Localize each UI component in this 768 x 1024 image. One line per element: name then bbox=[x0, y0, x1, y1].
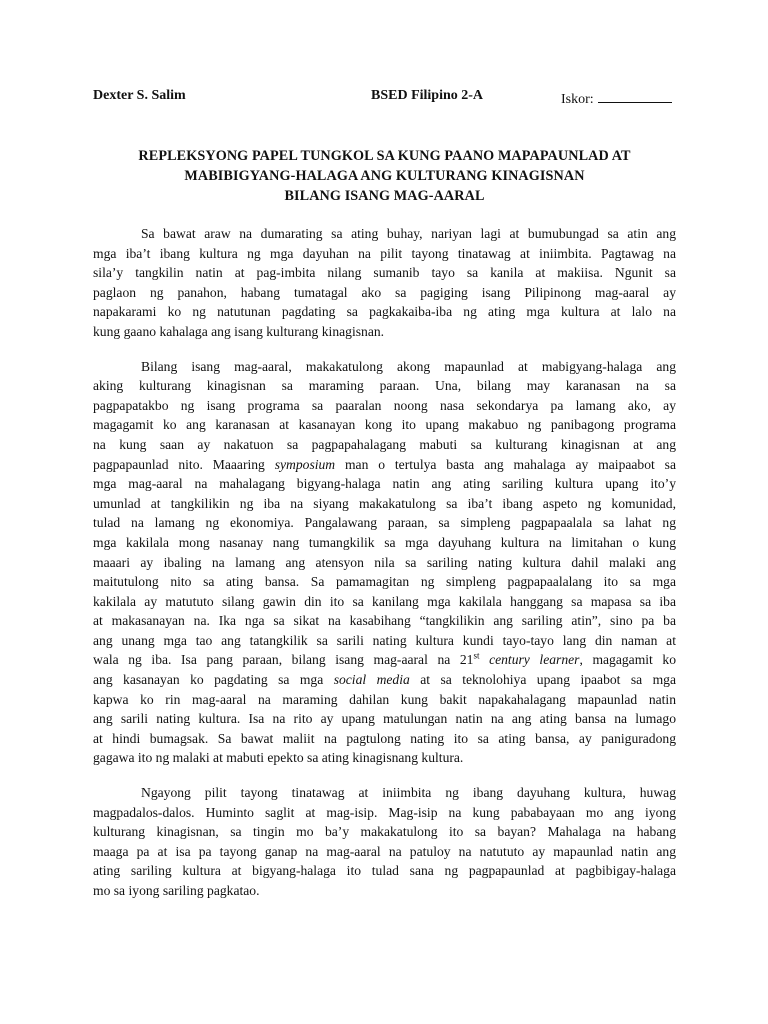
title-line-1: REPLEKSYONG PAPEL TUNGKOL SA KUNG PAANO MAPAPAUNLAD AT bbox=[138, 148, 631, 164]
text-line: kakilala ay matututo silang gawin din ito sa kanilang mga kakilala hanggang sa mapasa sa iba bbox=[93, 593, 676, 609]
text-line: kapwa ko rin mag-aaral na maraming dahilan kung bakit napakahalagang mapaunlad natin bbox=[93, 691, 676, 707]
text-line bbox=[93, 455, 676, 475]
text-line: sila’y tangkilin natin at pag-imbita nilang sumanib tayo sa kanila at makiisa. Ngunit sa bbox=[93, 265, 676, 281]
italic-term-century-learner: century learner bbox=[479, 652, 580, 668]
text-segment: man o tertulya basta ang mahalaga ay maipaabot sa bbox=[335, 456, 676, 472]
text-line: na kung saan ay nakatuon sa pagpapahalagang mabuti sa kulturang kinagisnan at ang bbox=[93, 436, 676, 452]
text-line: umunlad at tangkilikin ng iba na siyang makakatulong sa iba’t ibang aspeto ng komunidad, bbox=[93, 495, 676, 511]
score-blank-line bbox=[598, 88, 672, 103]
title-line-3: BILANG ISANG MAG-AARAL bbox=[284, 188, 485, 204]
text-line: Ngayong pilit tayong tinatawag at iniimbita ng ibang dayuhang kultura, huwag bbox=[141, 785, 676, 801]
text-line: Sa bawat araw na dumarating sa ating buhay, nariyan lagi at bumubungad sa atin ang bbox=[141, 226, 676, 241]
text-line: maaga pa at isa pa tayong ganap na mag-aaral na patuloy na natututo ay mapaunlad natin ang bbox=[93, 843, 676, 859]
document-header bbox=[93, 88, 676, 108]
text-line: magagamit ko ang karanasan at kasanayan kong ito upang makabuo ng panibagong programa bbox=[93, 417, 676, 433]
text-line: mga iba’t ibang kultura ng mga dayuhan na pilit tayong tinatawag at iniimbita. Pagtawag na bbox=[93, 245, 676, 261]
italic-term-social-media: social media bbox=[333, 672, 410, 688]
text-segment: ang kasanayan ko pagdating sa mga bbox=[93, 672, 334, 688]
score-field bbox=[561, 88, 672, 108]
document-body bbox=[93, 224, 676, 916]
text-line: ang sarili nating kultura. Isa na rito ay upang matulungan natin na ang ating bansa na lumago bbox=[93, 711, 676, 727]
text-line: magpadalos-dalos. Huminto saglit at mag-isip. Mag-isip na kung pababayaan mo ang iyong bbox=[93, 804, 676, 820]
text-line: Bilang isang mag-aaral, makakatulong akong mapaunlad at mabigyang-halaga ang bbox=[141, 358, 676, 374]
text-line: aking kulturang kinagisnan sa maraming paraan. Una, bilang may karanasan na sa bbox=[93, 378, 676, 394]
text-line: at makasanayan na. Ika nga sa sikat na kasabihang “tangkilikin ang sariling atin”, sino pa ba bbox=[93, 613, 676, 629]
paragraph-2 bbox=[93, 357, 676, 768]
text-line: kulturang kinagisnan, sa tingin mo ba’y makakatulong ito sa bayan? Mahalaga na habang bbox=[93, 824, 676, 840]
text-line: ang unang mga tao ang tatangkilik sa sarili nating kultura kundi tayo-tayo lang din naman at bbox=[93, 632, 676, 648]
text-line: maaari ay ibaling na lamang ang atensyon nila sa sariling nating kultura dahil malaki ang bbox=[93, 554, 676, 570]
title-line-2: MABIBIGYANG-HALAGA ANG KULTURANG KINAGISNAN bbox=[184, 168, 585, 184]
student-name: Dexter S. Salim bbox=[93, 88, 186, 103]
text-line bbox=[93, 650, 676, 670]
text-line: at hindi bumagsak. Sa bawat maliit na pagtulong nating ito sa ating bansa, ay paniguradong bbox=[93, 730, 676, 746]
course-section: BSED Filipino 2-A bbox=[371, 88, 484, 103]
text-line bbox=[93, 670, 676, 690]
text-line: maitutulong nito sa ating bansa. Sa pamamagitan ng simpleng pagpapaalalang ito sa mga bbox=[93, 574, 676, 590]
paragraph-1 bbox=[93, 224, 676, 342]
italic-term-symposium: symposium bbox=[274, 456, 336, 472]
text-line: kung gaano kahalaga ang isang kulturang kinagisnan. bbox=[93, 323, 385, 339]
text-line: mga mag-aaral na mahalagang bigyang-halaga natin ang ating sariling kultura upang ito’y bbox=[93, 476, 676, 492]
text-segment: wala ng iba. Isa pang paraan, bilang isang mag-aaral na 21 bbox=[93, 652, 474, 668]
text-line: mo sa iyong sariling pagkatao. bbox=[93, 883, 260, 898]
superscript-st: st bbox=[473, 650, 480, 661]
document-title bbox=[93, 146, 676, 206]
text-line: pagpapatakbo ng isang programa sa paaralan noong nasa sekondarya pa lamang ako, ay bbox=[93, 397, 676, 413]
text-line: gagawa ito ng malaki at mabuti epekto sa ating kinagisnang kultura. bbox=[93, 750, 464, 766]
text-line: tulad na lamang ng ekonomiya. Pangalawang paraan, sa simpleng pagpapaalala sa lahat ng bbox=[93, 515, 676, 531]
text-segment: , magagamit ko bbox=[579, 652, 677, 668]
text-line: ating sariling kultura at bigyang-halaga ito tulad sana ng pagpapaunlad at pagbibigay-halaga bbox=[93, 863, 676, 879]
text-line: paglaon ng panahon, habang tumatagal ako sa pagiging isang Pilipinong mag-aaral ay bbox=[93, 284, 676, 300]
paragraph-3 bbox=[93, 783, 676, 901]
text-line: napakarami ko ng natutunan pagdating sa pagkakaiba-iba ng ating mga kultura at lalo na bbox=[93, 304, 676, 320]
score-label: Iskor: bbox=[561, 92, 594, 107]
text-line: mga kakilala mong nasanay nang tumangkilik sa mga dayuhang kultura na limitahan o kung bbox=[93, 534, 676, 550]
text-segment: pagpapaunlad nito. Maaaring bbox=[93, 456, 275, 472]
text-segment: at sa teknolohiya upang ipaabot sa mga bbox=[409, 672, 677, 688]
